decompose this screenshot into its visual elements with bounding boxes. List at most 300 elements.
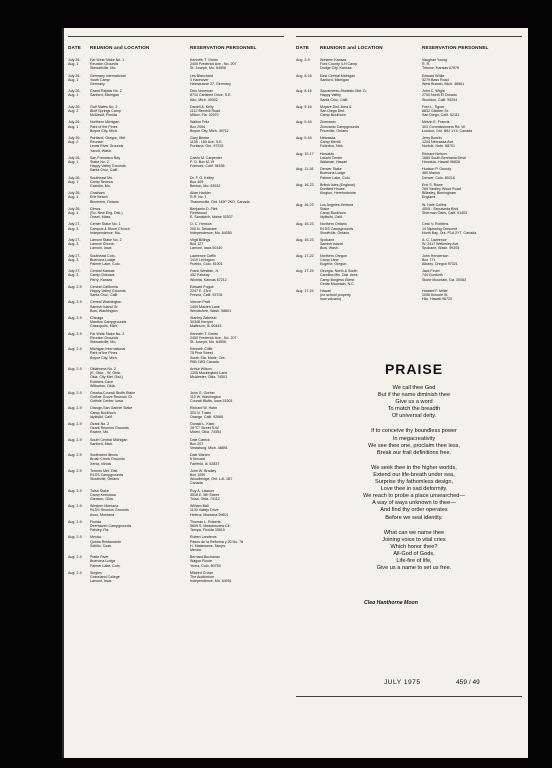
reservation-personnel-line: Lawrence Coffin (190, 253, 216, 258)
poem-body (304, 385, 524, 572)
reunion-location-line: South Central Michigan (90, 437, 128, 442)
reservation-personnel (422, 74, 464, 87)
reservation-personnel (190, 58, 236, 71)
reunion-location-line: Camp Kemoosa (90, 492, 116, 497)
reservation-personnel-line: 1056 Kinoole St. (422, 293, 449, 298)
reservation-personnel-line: Roy A. Lawson (190, 488, 214, 493)
reservation-personnel (190, 136, 223, 149)
reunion-location-line: Cedar Mountain, N.C. (320, 281, 355, 286)
reservation-personnel (422, 105, 459, 118)
poem-line: Surprise thy fathomless design, (374, 479, 454, 486)
reunion-date-line: Aug. 2-9 (68, 519, 82, 524)
reservation-personnel-line: Billesley, Birmingham (422, 191, 457, 196)
poem-line: But if the name diminish thee (377, 392, 451, 399)
reunion-location (90, 254, 121, 267)
reservation-personnel-line: Independence, Mo. 64051 (190, 579, 232, 584)
reservation-personnel-line: 30348 Kenyon (190, 320, 214, 325)
reservation-personnel (190, 269, 227, 282)
reservation-personnel-line: Spokane, Wash. 99205 (422, 246, 460, 251)
reunion-date-line: July 27- (68, 222, 81, 227)
reunion-date (68, 571, 88, 575)
reunion-location-line: Northern Ontario (320, 222, 347, 227)
reunion-entry (296, 238, 524, 251)
poem-line: Break our frail definitions free. (376, 449, 452, 456)
reunion-date-line: Aug. 3-9 (296, 58, 310, 62)
reunion-location-line: Guthrie Grove Reunion Gr. (90, 395, 133, 400)
reunion-location (320, 74, 355, 82)
poem-line: If to conceive thy boundless power (371, 428, 457, 435)
reunion-location (320, 183, 356, 196)
reunion-location-line: Happy Valley (320, 93, 341, 98)
reunion-location-line: Germany (90, 82, 105, 86)
reservation-personnel-line: Edward Pogue (190, 284, 214, 289)
reunion-date-line: Aug. 9-16 (296, 120, 312, 125)
reservation-personnel-line: Heinstrasse 27, Germany (190, 82, 231, 86)
poem-line: Extend our life-breath under sea, (373, 471, 455, 478)
reunion-location (90, 504, 129, 517)
reunion-date-line: Aug. 2 (68, 108, 79, 113)
reservation-personnel-line: John G. Gorber (190, 390, 215, 395)
reunion-date-line: Aug. 2-9 (68, 315, 82, 320)
reunion-location (90, 269, 115, 282)
reunion-date (68, 422, 88, 426)
reservation-personnel-line: 769 Yardley Wood Road (422, 186, 461, 191)
header-reunion-right: REUNIONS and LOCATION (320, 45, 383, 50)
reunion-location (90, 489, 116, 502)
reunion-location-line: Chatham (90, 191, 105, 196)
reunion-location-line: Bow, Washington (90, 308, 118, 313)
reunion-date-line: Aug. 2-9 (68, 284, 82, 289)
reunion-location-line: Ozark Reunion Grounds (90, 426, 129, 431)
reunion-location (90, 285, 126, 298)
reservation-personnel-line: Norfolk, Nebr. 68701 (422, 144, 455, 149)
reunion-date (68, 367, 88, 371)
reunion-date (68, 238, 88, 246)
poem-line: What can we name thee (383, 529, 445, 536)
reunion-location-line: Reunion (90, 140, 104, 145)
reunion-location-line: Deerhaven Campgrounds (90, 524, 132, 529)
reservation-personnel-line: Paseo de la Reforma y 20 No. 76 (190, 539, 244, 544)
reunion-location-line: Samish Island (320, 242, 343, 247)
poem-line: Which honor thee? (390, 543, 438, 550)
reservation-personnel-line: 3 Hannover (190, 77, 209, 82)
reservation-personnel-line: 1135 - 180 Ave. S.E. (190, 140, 223, 145)
reservation-personnel (190, 555, 221, 568)
reservation-personnel (190, 222, 232, 235)
reunion-entry (68, 555, 290, 568)
footer-date: JULY 1975 (384, 679, 421, 686)
reunion-location (320, 222, 353, 235)
reservation-personnel (190, 571, 232, 584)
reunion-location (90, 238, 122, 251)
reunion-location-line: Racine, Mo. (90, 430, 110, 435)
top-rule-left (68, 36, 284, 37)
reservation-personnel (422, 289, 452, 302)
reservation-personnel-line: Dr. F. O. Kelley (190, 175, 214, 180)
reservation-personnel-line: Box 127 (190, 242, 204, 247)
reservation-personnel-line: Wenatchee, Wash. 98801 (190, 308, 232, 313)
reunion-location-line: Bluff Springs Camp (90, 108, 121, 113)
reunion-date (296, 120, 316, 124)
reservation-personnel-line: Portland, Ore. 97233 (190, 144, 224, 149)
reservation-personnel (190, 89, 232, 102)
reunion-location-line: Gleason, Okla. (90, 497, 114, 502)
reunion-entry (296, 167, 524, 180)
reunion-entry (68, 136, 290, 153)
poem-line: In megacreativity (392, 435, 436, 442)
reunion-date-line: July 26- (68, 58, 81, 62)
reunion-location-line: Samish Island Gr. (90, 304, 119, 309)
reunion-date-line: July 26- (68, 206, 81, 211)
reunion-date (68, 453, 88, 457)
reservation-personnel-line: Arthur Wilson (190, 366, 212, 371)
reunion-location-line: Reunion Grounds (90, 62, 119, 67)
reservation-personnel-line: Dale Warren (190, 453, 211, 458)
reservation-personnel (190, 438, 228, 451)
reunion-location (90, 469, 123, 482)
reservation-personnel-line: Fremont, Calif. 94536 (190, 164, 225, 169)
reservation-personnel (422, 238, 459, 251)
reservation-personnel-line: Fred L. Tigner (422, 104, 445, 109)
footer-rule (296, 696, 522, 697)
reservation-personnel-line: Richard W. Hahn (190, 406, 218, 411)
reunion-location (90, 453, 125, 466)
reservation-personnel-line: Vestaburg, Mich. 48891 (190, 446, 228, 451)
reunion-location-line: Mojave Dist. Area & (320, 104, 352, 109)
reunion-date (68, 555, 88, 559)
reservation-personnel-line: 200 N. Delaware (190, 226, 217, 231)
reunion-list-left (68, 58, 290, 586)
poem-line: Before we seal identity. (385, 514, 443, 521)
reunion-entry (68, 89, 290, 102)
reunion-location-line: Dodge City, Kansas (320, 66, 352, 71)
reunion-date-line: Aug. 2-9 (68, 390, 82, 395)
reunion-date (68, 74, 88, 82)
reunion-location-line: Northern Oregon (320, 253, 347, 258)
reunion-location (90, 176, 113, 189)
reservation-personnel-line: Hudson P. Grundy (422, 167, 452, 172)
reunion-date (68, 535, 88, 539)
reunion-location-line: Paisley, Fla. (90, 528, 110, 533)
reservation-personnel-line: Kenneth T. Green (190, 58, 219, 62)
reunion-entry (68, 453, 290, 466)
reunion-date-line: Aug. 1 (68, 62, 79, 67)
reservation-personnel-line: John W. Bradley (190, 468, 217, 473)
reservation-personnel (190, 406, 223, 419)
reunion-date (296, 58, 316, 62)
reunion-entry (68, 269, 290, 282)
reunion-date-line: Aug. 9-16 (296, 104, 312, 109)
reservation-personnel (422, 254, 458, 267)
reunion-location-line: Sanford, Michigan (320, 77, 349, 82)
reservation-personnel-line: 110 W. Washington (190, 395, 221, 400)
reunion-location-line: Far West Stake No. 2 (90, 331, 125, 336)
reunion-location (320, 105, 352, 118)
reservation-personnel-line: Pueblo, Colo. 81001 (190, 261, 223, 266)
reunion-date-line: July 27- (68, 237, 81, 242)
reunion-location-line: Happy Valley Grounds (90, 164, 126, 169)
reservation-personnel-line: 452 Fairway (190, 273, 210, 278)
reunion-location (90, 191, 119, 204)
reunion-date (68, 285, 88, 289)
reunion-location (90, 332, 124, 345)
reunion-date-line: July 26- (68, 191, 81, 196)
reunion-date-line: Aug. 16-23 (296, 222, 314, 227)
reservation-personnel-line: St. Joseph, Mo. 64506 (190, 66, 226, 71)
reservation-personnel-line: Kenneth T. Green (190, 331, 219, 336)
reunion-location-line: Tulsa Stake (90, 488, 109, 493)
reunion-location (320, 238, 343, 251)
reservation-personnel-line: R.R. No. 1 (190, 195, 207, 200)
reunion-date (68, 489, 88, 493)
reunion-location-line: Florida (90, 519, 101, 524)
reunion-date (68, 191, 88, 199)
reunion-entry (68, 391, 290, 404)
reunion-date (296, 254, 316, 258)
reservation-personnel (190, 74, 231, 87)
reunion-location (90, 316, 126, 329)
reunion-entry (296, 120, 524, 133)
reservation-personnel-line: Box 207 (190, 441, 204, 446)
reservation-personnel-line: Les Blanchard (190, 73, 213, 78)
reunion-date (68, 120, 88, 128)
reservation-personnel-line: 1305 Mockingbird Lane (190, 371, 228, 376)
reunion-location-line: Mexico (90, 535, 102, 540)
reunion-entry (68, 520, 290, 533)
reunion-date (68, 89, 88, 97)
reunion-date-line: Aug. 3 (68, 226, 79, 231)
reservation-personnel-line: Albany, Oregon 97321 (422, 261, 458, 266)
reservation-personnel (190, 285, 222, 298)
reservation-personnel-line: Tulsa, Okla. 74112 (190, 497, 220, 502)
reservation-personnel (422, 120, 472, 133)
poem-line: Of universal deity. (391, 413, 437, 420)
reunion-location-line: Western Kansas (320, 58, 347, 62)
reunion-date (68, 105, 88, 113)
reservation-personnel-line: 744 Dunforth (422, 273, 443, 278)
reunion-date-line: Aug. 1 (68, 195, 79, 200)
reunion-location-line: Spokane (320, 237, 335, 242)
reservation-personnel-line: Canada (190, 481, 203, 486)
reservation-personnel-line: 75 Pine Street (190, 351, 213, 356)
reunion-date (68, 58, 88, 66)
reservation-personnel-line: 3516 E. 5th Street (190, 492, 219, 497)
reunion-date (68, 136, 88, 144)
reunion-location-line: Independence, Mo. (90, 230, 121, 235)
reservation-personnel-line: Howard F. Miller (422, 288, 448, 293)
reunion-location-line: Hawaii (320, 288, 331, 293)
reunion-location-line: Onset, Mass. (90, 215, 112, 220)
reservation-personnel-line: 480 Marion (422, 171, 440, 176)
reunion-date-line: July 26- (68, 155, 81, 160)
reunion-date-line: Aug. 2-9 (68, 504, 82, 509)
reunion-entry (68, 332, 290, 345)
reunion-location-line: Erie Beach (90, 195, 108, 200)
reunion-entry (296, 74, 524, 87)
reservation-personnel-line: Hilo, Hawaii 96720 (422, 297, 452, 302)
reservation-personnel-line: 2247 E. 23rd (190, 288, 211, 293)
reunion-date (296, 269, 316, 273)
reunion-location (320, 136, 344, 149)
reunion-list-right (296, 58, 524, 305)
reunion-date (68, 520, 88, 524)
reservation-personnel (190, 176, 220, 189)
reunion-location (320, 152, 347, 165)
reunion-location-line: RLDS Campgrounds (320, 226, 354, 231)
reunion-location-line: Camp Chikowa (90, 273, 115, 278)
reservation-personnel-line: The Auditorium (190, 575, 215, 580)
reservation-personnel-line: John C. Wight (422, 89, 445, 94)
poem (304, 361, 524, 580)
reunion-location-line: Lokahi Center (320, 155, 343, 160)
reservation-personnel (190, 391, 233, 404)
reunion-location-line: Georgia, North & South (320, 269, 358, 274)
poem-line: Joining voice to vital cries (382, 536, 446, 543)
reservation-personnel-line: E. Sandwich, Maine 02537 (190, 215, 233, 220)
reunion-date-line: Aug. 8-16 (296, 73, 312, 78)
reservation-personnel-line: 29 "C" Street S.W. (190, 426, 220, 431)
reservation-personnel-line: Melvin E. Francis (422, 120, 450, 125)
reunion-location-line: Perry, Kansas (90, 277, 113, 282)
reunion-date-line: Aug. 2-9 (68, 488, 82, 493)
reservation-personnel (422, 183, 461, 200)
reunion-location-line: Oklahoma No. 2 (90, 366, 116, 371)
reunion-date-line: July 26- (68, 120, 81, 125)
reunion-date-line: Aug. 1 (68, 159, 79, 164)
reunion-entry (68, 176, 290, 189)
reservation-personnel-line: Stone Mountain, Ga. 30083 (422, 277, 466, 282)
reservation-personnel-line: 5 Kincaid (190, 457, 205, 462)
reunion-location (90, 58, 124, 71)
poem-line: All-God of Gods, (393, 550, 435, 557)
reunion-location-line: Camp Buckhorn (320, 113, 346, 118)
reservation-personnel-line: Box 2064 (190, 124, 206, 129)
reservation-personnel-line: McAlester, Okla. 74501 (190, 375, 228, 380)
reservation-personnel-line: Box 771 (422, 257, 436, 262)
reunion-location-line: Happy Valley Grounds (90, 288, 126, 293)
reunion-date-line: Aug. 2-9 (68, 453, 82, 458)
reunion-location-line: Stouffville, Ontario (90, 477, 120, 482)
reunion-entry (68, 222, 290, 235)
reservation-personnel (190, 347, 226, 364)
reunion-location (90, 367, 123, 388)
reunion-location-line: Blenheim, Ontario (90, 199, 119, 204)
reunion-location (320, 269, 358, 286)
reservation-personnel-line: Box 1090 (190, 473, 206, 478)
reservation-personnel-line: P6B 1W3 Canada (190, 359, 219, 364)
reservation-personnel-line: Ruben Landeros (190, 535, 217, 540)
reservation-personnel-line: Dick Veneman (190, 89, 214, 94)
reunion-date (296, 89, 316, 93)
reservation-personnel-line: Darrell A. Kelly (190, 104, 214, 109)
reunion-location-line: Bow, Wash. (320, 246, 339, 251)
reunion-date-line: Aug. 2-9 (68, 300, 82, 305)
reunion-date (68, 504, 88, 508)
reunion-date-line: Aug. 1 (68, 93, 79, 98)
reunion-date (296, 74, 316, 78)
reservation-personnel-line: Alto, Mich. 49302 (190, 97, 218, 102)
reservation-personnel-line: Sherman Oaks, Calif. 91403 (422, 210, 468, 215)
reunion-date-line: Aug. 16-23 (296, 237, 314, 242)
reunion-location-line: Santa Cruz, Calif. (90, 293, 119, 298)
reservation-personnel-line: Edward White (422, 73, 445, 78)
reunion-entry (68, 300, 290, 313)
reunion-location-line: Buenona Lodge (90, 559, 116, 564)
reservation-personnel-line: England (422, 195, 436, 200)
reservation-personnel-line: P. O. Box M-19 (190, 159, 215, 164)
reservation-personnel-line: Jerry Bowlin (422, 135, 442, 140)
reunion-location-line: Reunion Grounds (90, 335, 119, 340)
reunion-location-line: Kington, Herefordshire (320, 191, 356, 196)
reunion-entry (68, 58, 290, 71)
reunion-location-line: Singles (90, 570, 102, 575)
reservation-personnel-line: Benjamin D. Flint (190, 206, 218, 211)
reunion-location-line: Nebraska (320, 135, 336, 140)
reunion-location-line: Camp Buckhorn (320, 210, 346, 215)
reunion-location-line: Stewartville, Mo. (90, 339, 117, 344)
reunion-date-line: Aug. 1 (68, 124, 79, 129)
reunion-date-line: July 26- (68, 104, 81, 109)
reunion-entry (296, 289, 524, 302)
reservation-personnel (422, 58, 459, 71)
reunion-date (68, 406, 88, 410)
reunion-location-line: East Central Michigan (320, 73, 356, 78)
reunion-location-line: Park of the Pines (90, 351, 118, 356)
reunion-entry (68, 489, 290, 502)
reservation-personnel-line: 1130 Vallejo Drive (190, 508, 219, 513)
reunion-location-line: Campus & Stone Church (90, 226, 130, 231)
reunion-entry (68, 191, 290, 204)
reunion-entry (68, 316, 290, 329)
reunion-location-line: Avon, Montana (90, 512, 115, 517)
header-date-left: DATE (68, 45, 81, 50)
reunion-location (320, 58, 357, 71)
reservation-personnel-line: R. R. (422, 62, 431, 67)
reunion-location-line: Stake No. 2 (90, 159, 109, 164)
reservation-personnel-line: Eric S. Rowe (422, 182, 443, 187)
reunion-entry (296, 105, 524, 118)
reunion-entry (68, 105, 290, 118)
reservation-personnel-line: Wichita, Kansas 67212 (190, 277, 227, 282)
reservation-personnel-line: Virgil Billings (190, 237, 211, 242)
reservation-personnel-line: Fleetwood (190, 210, 207, 215)
reunion-location-line: Center Stake No. 1 (90, 222, 121, 227)
poem-line: Give us a name to set us free. (376, 565, 452, 572)
reunion-location-line: Guthrie Center, Iowa (90, 399, 123, 404)
reunion-location (90, 74, 126, 87)
reunion-location (90, 571, 120, 584)
reunion-location-line: Wilburton, Okla. (90, 383, 116, 388)
reunion-date-line: July 26- (68, 175, 81, 180)
reunion-location-line: Lewis River Grounds (90, 144, 124, 149)
reservation-personnel-line: Miami, Okla. 74354 (190, 430, 221, 435)
reunion-entry (296, 89, 524, 102)
reunion-date-line: July 27- (68, 253, 81, 258)
reservation-personnel-line: St. Joseph, Mo. 64506 (190, 339, 226, 344)
reservation-personnel-line: San Diego, Calif. 92111 (422, 113, 460, 118)
reunion-location-line: (no school property (320, 293, 351, 298)
reunion-location-line: Sacramento-Modesto Met. D. (320, 89, 367, 94)
reunion-location-line: Boyne City, Mich. (90, 128, 118, 133)
reservation-personnel-line: Denver, Colo. 80218 (422, 175, 455, 180)
reservation-personnel (190, 300, 231, 313)
reunion-location-line: Youth Camp (90, 77, 110, 82)
reunion-location-line: Olmos (90, 206, 101, 211)
reunion-location-line: Portland, Oregon, Met (90, 135, 126, 140)
reunion-location-line: Central Washington (90, 300, 122, 305)
reservation-personnel-line: Boyne City, Mich. 49712 (190, 128, 229, 133)
reservation-personnel-line: Benton, Mo. 63932 (190, 183, 221, 188)
